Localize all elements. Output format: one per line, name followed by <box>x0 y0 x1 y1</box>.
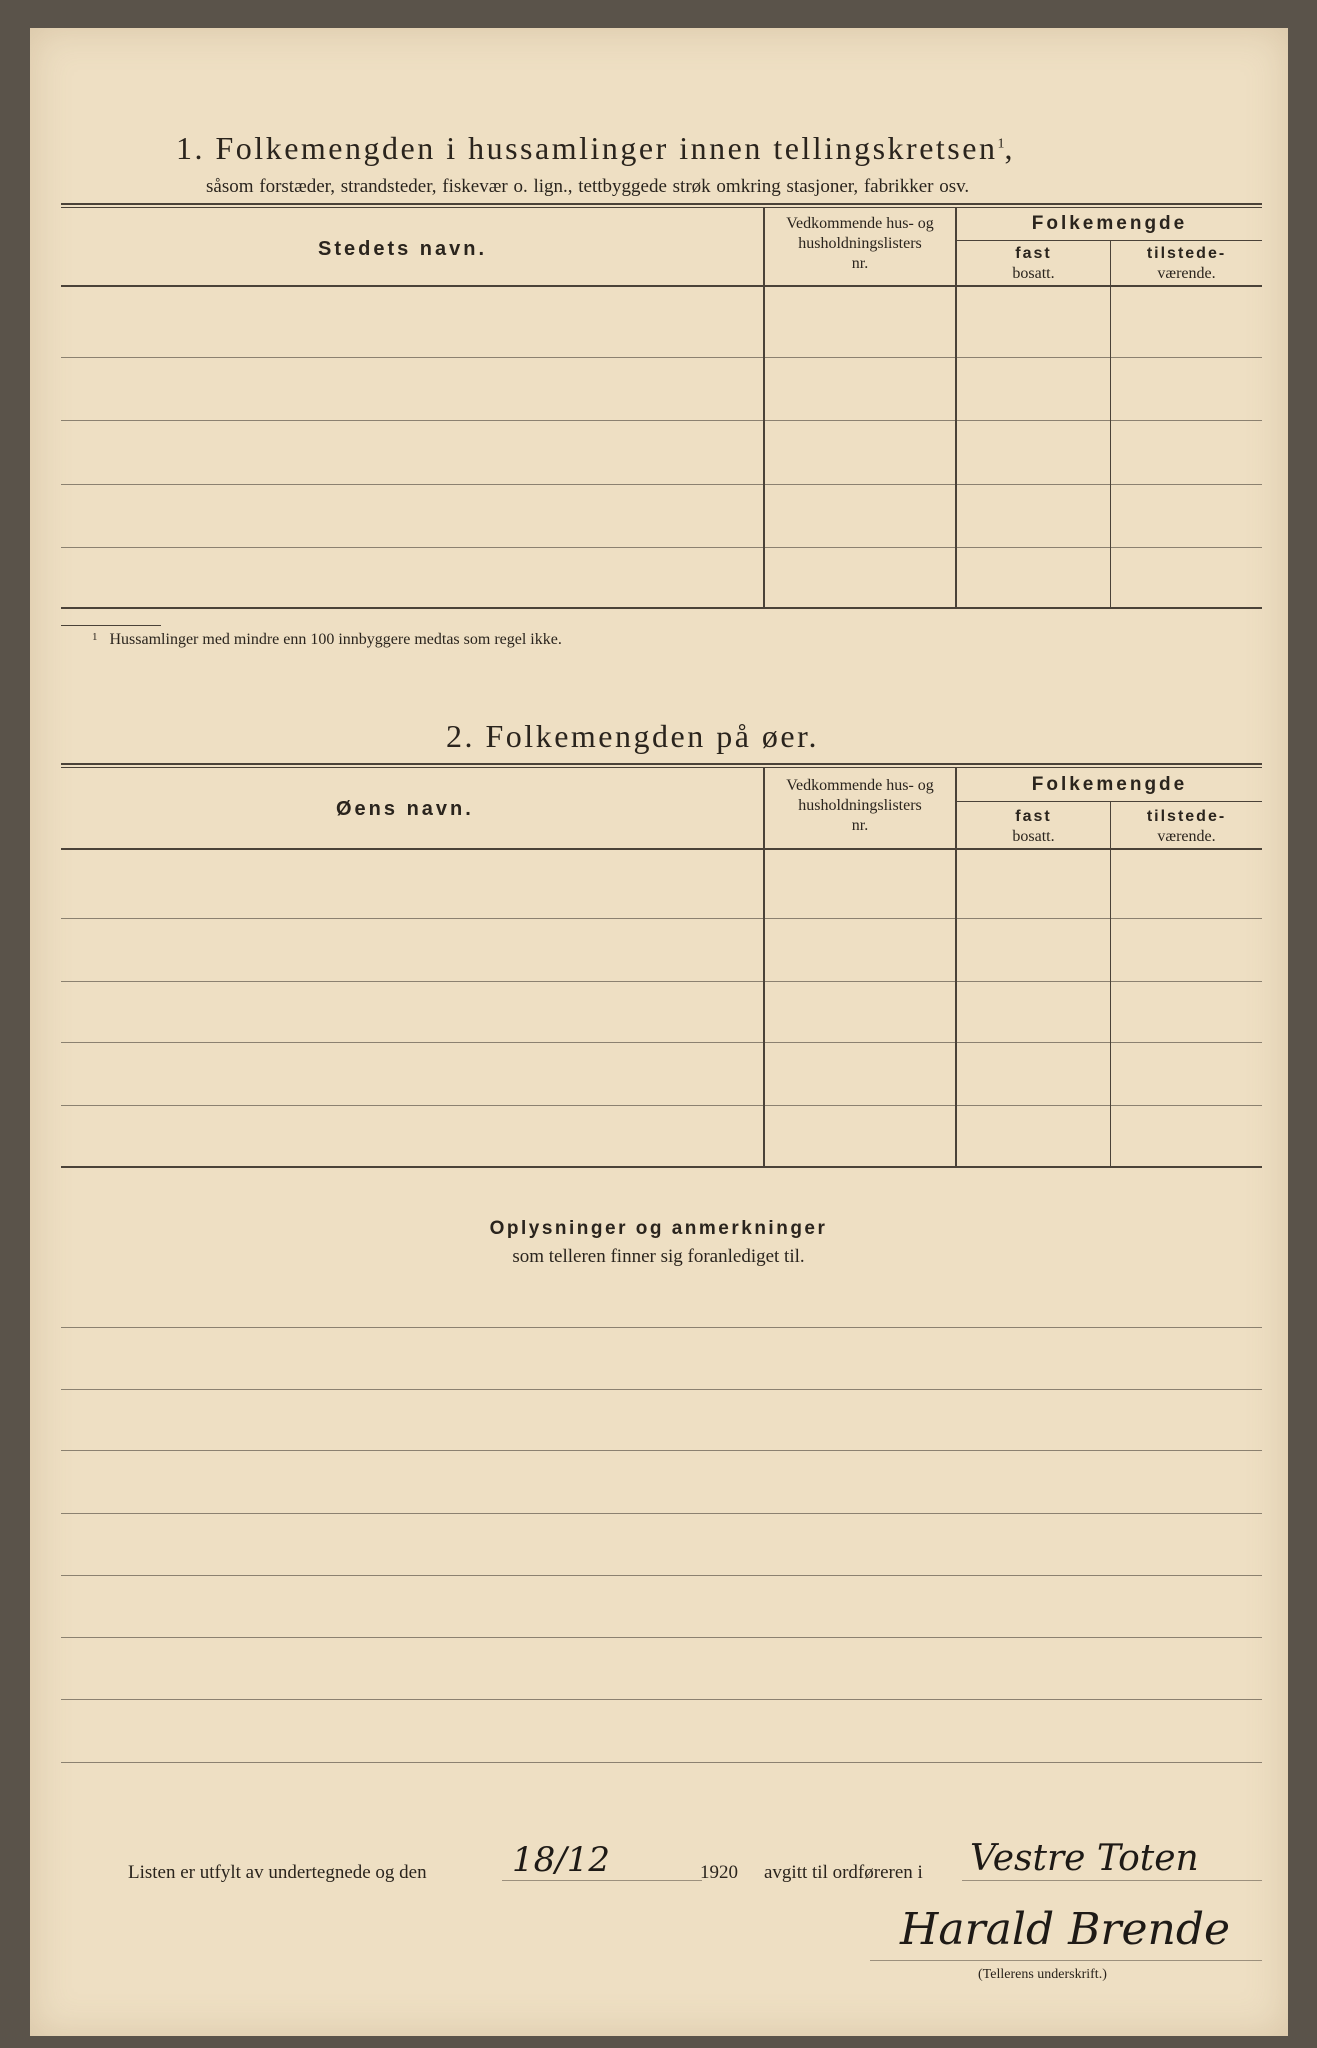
header-line: fast <box>1015 245 1052 262</box>
signature-blank-line <box>870 1960 1262 1961</box>
header-line: værende. <box>1157 265 1216 282</box>
table2-col-lists-header <box>765 776 955 836</box>
table1-col-divider <box>1110 240 1111 607</box>
table2-header-rule <box>61 848 1262 850</box>
signature-year: 1920 <box>700 1862 738 1883</box>
header-line: nr. <box>851 817 869 834</box>
municipality-blank-line <box>962 1880 1262 1881</box>
header-line: husholdningslisters <box>798 797 922 814</box>
section1-title <box>176 130 1015 167</box>
header-line: fast <box>1015 808 1052 825</box>
table1-col-lists-header <box>765 214 955 274</box>
notes-line <box>61 1389 1262 1390</box>
header-line: bosatt. <box>1012 828 1055 845</box>
signature-text-before: Listen er utfylt av undertegnede og den <box>128 1862 427 1883</box>
table2-col-fast-header <box>957 807 1110 847</box>
table2-row-line <box>61 1105 1262 1106</box>
section1-footnote-marker: 1 <box>997 136 1005 152</box>
section2-title-text: Folkemengden på øer. <box>485 718 819 754</box>
table2-row-line <box>61 918 1262 919</box>
section1-title-text: Folkemengden i hussamlinger innen tellingskretsen <box>215 130 998 166</box>
notes-line <box>61 1575 1262 1576</box>
table1-pop-divider <box>956 240 1262 241</box>
section2-title <box>446 718 819 755</box>
section1-title-end: , <box>1004 130 1015 166</box>
table2-pop-divider <box>956 801 1262 802</box>
table1-top-rule <box>61 203 1262 205</box>
table2-bottom-rule <box>61 1166 1262 1168</box>
header-line: Vedkommende hus- og <box>786 215 934 232</box>
header-line: tilstede- <box>1146 245 1227 262</box>
signature-municipality: Vestre Toten <box>970 1838 1199 1879</box>
table1-header-rule <box>61 285 1262 287</box>
table1-row-line <box>61 484 1262 485</box>
notes-line <box>61 1327 1262 1328</box>
signature-text-after: avgitt til ordføreren i <box>764 1862 923 1883</box>
section1-subtitle: såsom forstæder, strandsteder, fiskevær o. lign., tettbyggede strøk omkring stasjoner, fabrikker osv. <box>206 176 970 197</box>
table2-col-pop-header: Folkemengde <box>1031 774 1188 795</box>
table1-col-name-header: Stedets navn. <box>318 238 488 260</box>
header-line: bosatt. <box>1012 265 1055 282</box>
notes-title: Oplysninger og anmerkninger <box>489 1218 828 1239</box>
table1-col-pop-header: Folkemengde <box>1031 213 1188 234</box>
table2-top-rule-thin <box>61 767 1262 768</box>
notes-line <box>61 1637 1262 1638</box>
signature-date: 18/12 <box>512 1840 610 1880</box>
notes-line <box>61 1450 1262 1451</box>
table1-col-tilst-header <box>1111 244 1262 284</box>
footnote-text: Hussamlinger med mindre enn 100 innbyggere medtas som regel ikke. <box>109 631 562 648</box>
table2-row-line <box>61 1042 1262 1043</box>
notes-line <box>61 1513 1262 1514</box>
table2-col-tilst-header <box>1111 807 1262 847</box>
table1-col-fast-header <box>957 244 1110 284</box>
header-line: Vedkommende hus- og <box>786 777 934 794</box>
footnote-marker: 1 <box>92 631 98 643</box>
footnote <box>92 631 562 649</box>
header-line: tilstede- <box>1146 808 1227 825</box>
header-line: værende. <box>1157 828 1216 845</box>
notes-line <box>61 1762 1262 1763</box>
table1-bottom-rule <box>61 607 1262 609</box>
table1-row-line <box>61 547 1262 548</box>
table1-row-line <box>61 357 1262 358</box>
table1-row-line <box>61 420 1262 421</box>
notes-line <box>61 1699 1262 1700</box>
table2-col-name-header: Øens navn. <box>336 798 474 820</box>
table2-top-rule <box>61 763 1262 765</box>
date-blank-line <box>502 1880 702 1881</box>
footnote-rule <box>61 625 161 626</box>
teller-signature: Harald Brende <box>900 1904 1231 1955</box>
notes-subtitle: som telleren finner sig foranlediget til. <box>512 1246 805 1267</box>
table2-row-line <box>61 981 1262 982</box>
census-form-page <box>30 28 1288 2036</box>
section1-number: 1. <box>176 130 205 166</box>
table1-top-rule-thin <box>61 207 1262 208</box>
signature-caption: (Tellerens underskrift.) <box>978 1967 1107 1982</box>
table2-col-divider <box>1110 801 1111 1166</box>
header-line: nr. <box>851 255 869 272</box>
header-line: husholdningslisters <box>798 235 922 252</box>
section2-number: 2. <box>446 718 475 754</box>
